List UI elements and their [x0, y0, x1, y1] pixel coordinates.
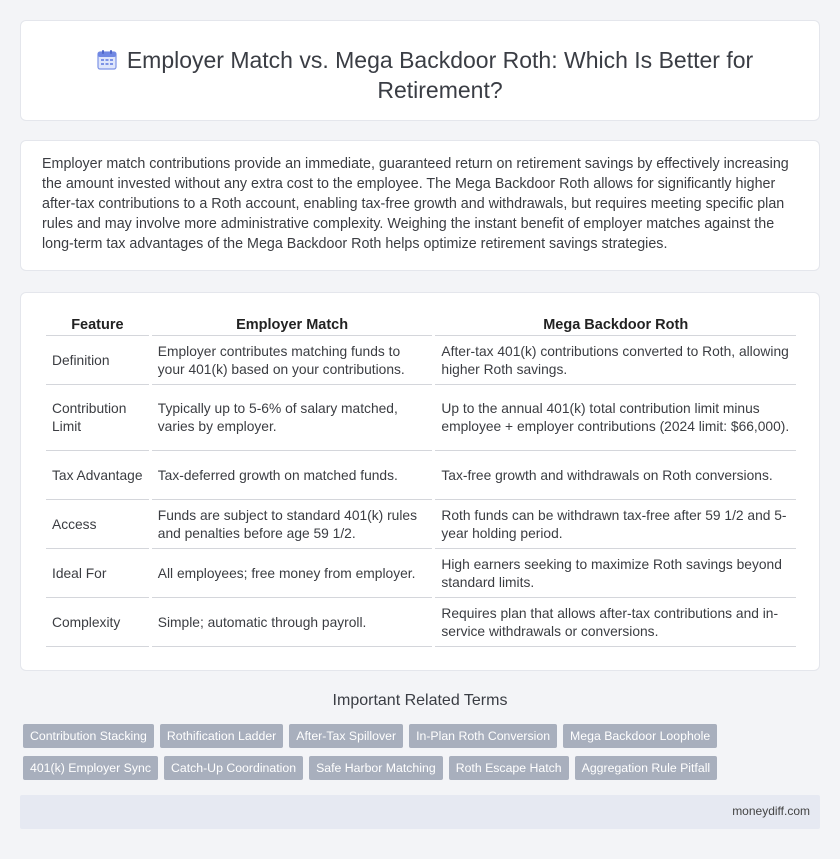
tag[interactable]: In-Plan Roth Conversion	[409, 724, 557, 748]
footer-site-link[interactable]: moneydiff.com	[732, 804, 810, 818]
title-card	[20, 20, 820, 121]
employer-match-cell: All employees; free money from employer.	[152, 549, 433, 598]
mega-backdoor-cell: High earners seeking to maximize Roth savings beyond standard limits.	[435, 549, 796, 598]
mega-backdoor-cell: Up to the annual 401(k) total contribution limit minus employee + employer contributions (2024 limit: $66,000).	[435, 385, 796, 451]
tag-row	[23, 756, 823, 780]
feature-cell: Ideal For	[46, 549, 149, 598]
feature-cell: Tax Advantage	[46, 451, 149, 500]
mega-backdoor-cell: Tax-free growth and withdrawals on Roth conversions.	[435, 451, 796, 500]
comparison-card	[20, 292, 820, 671]
employer-match-cell: Typically up to 5-6% of salary matched, varies by employer.	[152, 385, 433, 451]
tag[interactable]: 401(k) Employer Sync	[23, 756, 158, 780]
feature-cell: Contribution Limit	[46, 385, 149, 451]
table-row	[46, 598, 796, 647]
table-row	[46, 336, 796, 385]
employer-match-cell: Simple; automatic through payroll.	[152, 598, 433, 647]
mega-backdoor-cell: After-tax 401(k) contributions converted to Roth, allowing higher Roth savings.	[435, 336, 796, 385]
page-title: Employer Match vs. Mega Backdoor Roth: Which Is Better for Retirement?	[126, 47, 754, 103]
comparison-table	[43, 315, 799, 647]
header-feature: Feature	[46, 315, 149, 336]
tag[interactable]: Roth Escape Hatch	[449, 756, 569, 780]
employer-match-cell: Employer contributes matching funds to your 401(k) based on your contributions.	[152, 336, 433, 385]
table-header-row	[46, 315, 796, 336]
mega-backdoor-cell: Roth funds can be withdrawn tax-free after 59 1/2 and 5-year holding period.	[435, 500, 796, 549]
table-row	[46, 500, 796, 549]
tag[interactable]: Rothification Ladder	[160, 724, 283, 748]
related-terms	[23, 724, 823, 788]
tag[interactable]: Mega Backdoor Loophole	[563, 724, 717, 748]
mega-backdoor-cell: Requires plan that allows after-tax contributions and in-service withdrawals or conversions.	[435, 598, 796, 647]
tag[interactable]: Contribution Stacking	[23, 724, 154, 748]
tag[interactable]: After-Tax Spillover	[289, 724, 403, 748]
employer-match-cell: Funds are subject to standard 401(k) rules and penalties before age 59 1/2.	[152, 500, 433, 549]
table-row	[46, 549, 796, 598]
tag-row	[23, 724, 823, 748]
intro-card	[20, 140, 820, 271]
employer-match-cell: Tax-deferred growth on matched funds.	[152, 451, 433, 500]
header-mega-backdoor-roth: Mega Backdoor Roth	[435, 315, 796, 336]
intro-paragraph: Employer match contributions provide an immediate, guaranteed return on retirement savings by effectively increasing the amount invested without any extra cost to the employee. The Mega Backdoor Roth allows for significantly higher after-tax contributions to a Roth account, enabling tax-free growth and withdrawals, but requires meeting specific plan rules and may involve more administrative complexity. Weighing the instant benefit of employer matches against the long-term tax advantages of the Mega Backdoor Roth helps optimize retirement savings strategies.	[42, 156, 789, 252]
tag[interactable]: Safe Harbor Matching	[309, 756, 443, 780]
tag[interactable]: Aggregation Rule Pitfall	[575, 756, 718, 780]
table-row	[46, 385, 796, 451]
tag[interactable]: Catch-Up Coordination	[164, 756, 303, 780]
related-terms-title: Important Related Terms	[332, 692, 508, 709]
feature-cell: Definition	[46, 336, 149, 385]
table-row	[46, 451, 796, 500]
feature-cell: Access	[46, 500, 149, 549]
feature-cell: Complexity	[46, 598, 149, 647]
header-employer-match: Employer Match	[152, 315, 433, 336]
footer	[20, 795, 820, 829]
